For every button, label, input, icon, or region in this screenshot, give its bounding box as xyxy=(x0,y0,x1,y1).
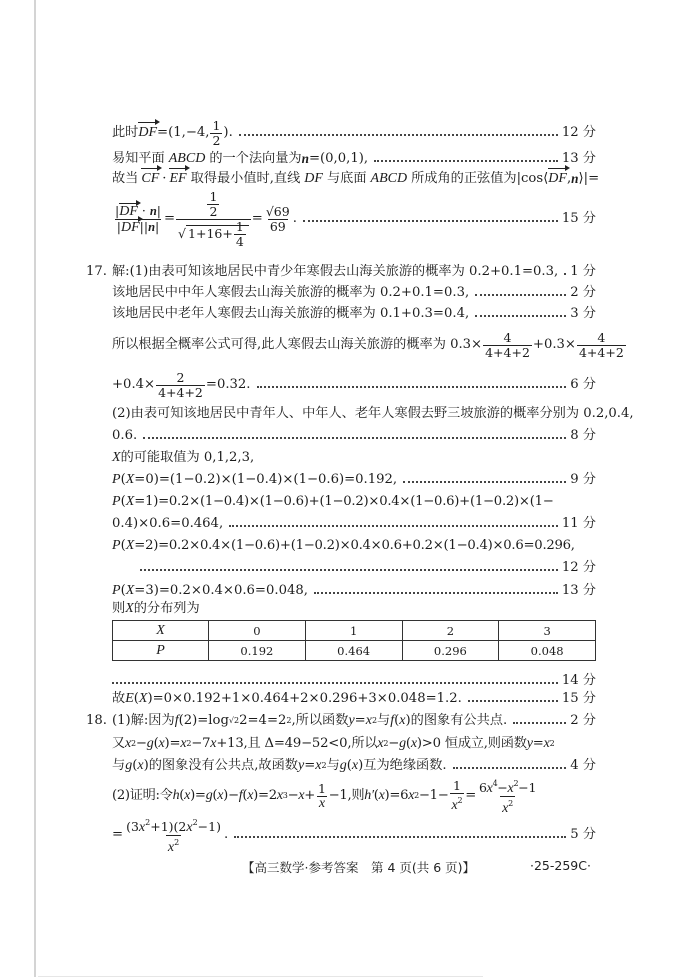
footer-code: ·25-259C· xyxy=(530,858,591,873)
q18-line-5 xyxy=(112,817,596,855)
line-step-12 xyxy=(112,117,596,148)
exponent: 2 xyxy=(321,761,327,770)
vector-df: DF xyxy=(138,125,158,140)
denominator: 4+4+2 xyxy=(578,344,624,360)
var: x xyxy=(276,788,283,803)
table-cell: 0 xyxy=(209,621,306,641)
q17-line-8 xyxy=(112,449,596,467)
dotted-leader xyxy=(234,836,566,838)
numerator: 1 xyxy=(212,117,221,133)
text: ( xyxy=(120,472,126,487)
text: =(0,0,1), xyxy=(308,151,369,166)
dotted-leader xyxy=(229,525,558,527)
score-label: 12 分 xyxy=(561,125,596,140)
text: || xyxy=(139,218,149,234)
var: g xyxy=(125,758,133,773)
q17-line-13 xyxy=(112,559,596,577)
fraction-cos xyxy=(113,204,163,235)
text: 此时 xyxy=(112,125,139,140)
distribution-table xyxy=(112,620,596,661)
table-cell: 0.192 xyxy=(209,641,306,661)
var: X xyxy=(125,601,134,616)
numerator xyxy=(204,190,222,219)
q18-line-3 xyxy=(112,757,596,775)
text: =0.32. xyxy=(205,377,251,392)
text: 解:(1)由表可知该地居民中青少年寒假去山海关旅游的概率为 0.2+0.1=0.3, xyxy=(112,264,559,279)
q17-line-2 xyxy=(112,284,596,302)
table-row xyxy=(113,641,596,661)
var: x xyxy=(507,780,514,796)
text: ( xyxy=(120,583,126,598)
exponent: 2 xyxy=(286,716,292,725)
exponent: 4 xyxy=(492,778,498,788)
denominator: 4 xyxy=(235,233,244,249)
denominator: 4+4+2 xyxy=(158,384,203,400)
var: P xyxy=(112,583,121,598)
var: x xyxy=(247,788,254,803)
q17-line-10 xyxy=(112,493,596,511)
sqrt: √ 1+16+ $\frac{1}{4}$ xyxy=(178,220,249,249)
score-label: 5 分 xyxy=(570,827,596,842)
text: 则 xyxy=(112,601,126,616)
q17-line-9 xyxy=(112,471,596,489)
question-number: 18. xyxy=(86,713,107,728)
score-label: 3 分 xyxy=(570,306,596,321)
vector-n: n xyxy=(149,203,157,218)
text: ( xyxy=(153,736,159,751)
text: − xyxy=(497,779,508,795)
exponent: 2 xyxy=(131,739,136,748)
dotted-leader xyxy=(475,315,566,317)
text: − xyxy=(135,736,147,751)
q17-line-15 xyxy=(112,600,596,618)
dotted-leader xyxy=(314,592,558,594)
numerator: 1 xyxy=(453,778,461,793)
var: X xyxy=(125,583,135,598)
q18-line-1 xyxy=(86,712,596,730)
var: E xyxy=(125,691,134,706)
line-sine-statement xyxy=(112,170,600,188)
text: 的可能取值为 0,1,2,3, xyxy=(120,450,255,465)
text: =2)=0.2×0.4×(1−0.6)+(1−0.2)×0.4×0.6+0.2×(1−0.4)×0.6=0.296, xyxy=(134,538,575,553)
fraction xyxy=(577,331,626,360)
score-label: 12 分 xyxy=(561,560,596,575)
var: h′ xyxy=(364,788,374,803)
fraction xyxy=(477,777,538,816)
text: ( xyxy=(120,538,126,553)
q17-line-3 xyxy=(112,305,596,323)
exponent: 2 xyxy=(508,798,513,808)
text: . xyxy=(292,211,297,226)
fraction xyxy=(316,782,328,811)
table-header-row xyxy=(113,621,596,641)
dotted-leader xyxy=(239,134,558,136)
vector-cf: CF xyxy=(141,171,160,186)
var: y xyxy=(526,736,533,751)
text: 易知平面 xyxy=(112,151,165,166)
text: | xyxy=(156,202,161,218)
text: ( xyxy=(179,788,185,803)
text: , xyxy=(566,171,572,186)
score-label: 15 分 xyxy=(561,211,596,226)
text: 所成角的正弦值为|cos⟨ xyxy=(411,171,549,186)
text: =0)=(1−0.2)×(1−0.4)×(1−0.6)=0.192, xyxy=(134,472,398,487)
fraction xyxy=(156,371,205,400)
text: =1)=0.2×(1−0.4)×(1−0.6)+(1−0.2)×0.4×(1−0.6)+(1−0.2)×(1− xyxy=(134,494,554,509)
fraction-result xyxy=(264,205,292,234)
text: )的图象没有公共点,故函数 xyxy=(143,758,298,773)
table-cell: 1 xyxy=(305,621,402,641)
denominator xyxy=(450,793,465,813)
text: +0.4× xyxy=(112,377,156,392)
vector-df: DF xyxy=(119,203,138,219)
score-label: 9 分 xyxy=(570,472,596,487)
denominator: 2 xyxy=(212,132,221,148)
text: ( xyxy=(212,788,218,803)
denominator: 4+4+2 xyxy=(485,344,530,360)
fraction xyxy=(124,816,223,855)
text: )互为绝缘函数. xyxy=(358,758,447,773)
denominator: 69 xyxy=(269,218,286,234)
text: 1+16+ xyxy=(188,225,233,241)
table-cell: P xyxy=(113,641,209,661)
text: 的一个法向量为 xyxy=(209,151,302,166)
var: x xyxy=(408,788,415,803)
var: P xyxy=(112,538,121,553)
text: − xyxy=(388,736,400,751)
score-label: 1 分 xyxy=(570,264,596,279)
text: ( xyxy=(120,494,126,509)
text: · xyxy=(162,171,167,186)
var: x xyxy=(377,736,384,751)
text: −1− xyxy=(418,788,449,803)
exponent: 2 xyxy=(186,739,192,748)
dotted-leader xyxy=(257,386,567,388)
text: +13,且 Δ=49−52<0,所以 xyxy=(216,736,378,751)
text: ⟩|= xyxy=(578,171,600,186)
text: )的图象有公共点. xyxy=(405,713,508,728)
exponent: 3 xyxy=(282,791,288,800)
text: =3)=0.2×0.4×0.6=0.048, xyxy=(134,583,308,598)
dotted-leader xyxy=(475,294,566,296)
score-label: 2 分 xyxy=(570,713,596,728)
text: ( xyxy=(132,758,138,773)
q18-line-4 xyxy=(112,778,596,816)
var: x xyxy=(298,788,305,803)
numerator: 1 xyxy=(235,218,244,234)
exponent: 2 xyxy=(383,739,389,748)
score-label: 15 分 xyxy=(561,691,596,706)
var: y xyxy=(348,713,355,728)
text: +0.3× xyxy=(532,337,576,352)
var: f xyxy=(174,713,179,728)
vector-ef: EF xyxy=(169,171,187,186)
text: . xyxy=(223,827,229,842)
var: g xyxy=(339,758,347,773)
text: )=0×0.192+1×0.464+2×0.296+3×0.048=1.2. xyxy=(147,691,462,706)
line-step-15 xyxy=(112,188,596,249)
text: )=2 xyxy=(253,788,277,803)
numerator: 1 xyxy=(317,780,326,796)
fraction-half xyxy=(210,119,222,148)
text: −1) xyxy=(197,818,221,834)
var: X xyxy=(125,538,135,553)
denominator xyxy=(166,835,181,855)
text: 的分布列为 xyxy=(133,601,200,616)
dotted-leader xyxy=(143,437,566,439)
text: −1 xyxy=(518,779,537,795)
exponent: 2 xyxy=(414,791,419,800)
var: x xyxy=(502,800,509,816)
score-label: 6 分 xyxy=(570,377,596,392)
text: −7 xyxy=(191,736,211,751)
score-label: 8 分 xyxy=(570,428,596,443)
vector-df: DF xyxy=(120,219,140,235)
footer-page-info: 【高三数学·参考答案 第 4 页(共 6 页)】 xyxy=(242,860,476,875)
text: 0.6. xyxy=(112,428,138,443)
var: x xyxy=(180,736,187,751)
table-cell: 0.464 xyxy=(305,641,402,661)
text: | xyxy=(155,218,160,234)
text: = xyxy=(532,736,544,751)
numerator xyxy=(124,816,223,835)
text: (2)由表可知该地居民中青年人、中年人、老年人寒假去野三坡旅游的概率分别为 0.2,0.4, xyxy=(112,406,634,421)
var: x xyxy=(158,736,165,751)
table-cell: 2 xyxy=(402,621,499,641)
var: x xyxy=(138,819,146,835)
q17-line-14 xyxy=(112,582,596,600)
var: g xyxy=(399,736,406,751)
var: x xyxy=(137,758,144,773)
text: ( xyxy=(346,758,352,773)
exponent: 2 xyxy=(549,739,555,748)
score-label: 13 分 xyxy=(561,151,596,166)
var: x xyxy=(315,758,322,773)
var: P xyxy=(112,494,121,509)
var: f xyxy=(390,713,395,728)
score-label: 13 分 xyxy=(561,583,596,598)
exponent: 2 xyxy=(371,716,378,725)
vector-n: n xyxy=(571,171,579,186)
text: )= xyxy=(164,736,181,751)
text: )= xyxy=(190,788,206,803)
fraction-half xyxy=(207,190,219,219)
dotted-leader xyxy=(140,569,558,571)
log-base: √2 xyxy=(228,716,240,725)
denominator xyxy=(500,796,515,816)
var: x xyxy=(410,736,417,751)
q17-line-16 xyxy=(112,672,596,690)
text: 所以根据全概率公式可得,此人寒假去山海关旅游的概率为 0.3× xyxy=(112,337,483,352)
dotted-leader xyxy=(453,767,567,769)
exponent: 2 xyxy=(145,817,151,827)
var: ABCD xyxy=(370,171,408,186)
text: )>0 恒成立,则函数 xyxy=(416,736,527,751)
text: ( xyxy=(373,788,379,803)
text: = xyxy=(251,211,263,226)
table-cell: X xyxy=(113,621,209,641)
text: (2)证明:令 xyxy=(112,788,173,803)
var: x xyxy=(167,839,175,855)
text: 该地居民中中年人寒假去山海关旅游的概率为 0.2+0.1=0.3, xyxy=(112,285,470,300)
exponent: 2 xyxy=(192,817,198,827)
fraction-big xyxy=(176,190,251,249)
text: ( xyxy=(394,713,400,728)
numerator xyxy=(477,777,538,796)
exponent: 2 xyxy=(457,796,463,805)
dotted-leader xyxy=(468,700,558,702)
vector-n: n xyxy=(301,151,309,166)
page-margin-line xyxy=(34,0,36,977)
text: = xyxy=(163,211,176,226)
fraction xyxy=(450,779,465,813)
fraction-quarter xyxy=(234,220,246,249)
dotted-leader xyxy=(564,273,566,275)
var: h xyxy=(172,788,180,803)
denominator: 2 xyxy=(209,203,218,219)
var: DF xyxy=(304,171,323,186)
denominator xyxy=(115,219,162,235)
table-cell: 0.048 xyxy=(499,641,596,661)
var: x xyxy=(351,758,359,773)
score-label: 4 分 xyxy=(570,758,596,773)
text: − xyxy=(287,788,299,803)
var: P xyxy=(112,472,121,487)
q17-line-6 xyxy=(112,405,634,423)
q17-line-7 xyxy=(112,427,596,445)
q17-line-17 xyxy=(112,690,596,708)
numerator: 4 xyxy=(503,329,512,345)
score-label: 11 分 xyxy=(561,516,596,531)
vector-n: n xyxy=(148,219,156,234)
vector-df: DF xyxy=(548,171,567,186)
text: 0.4)×0.6=0.464, xyxy=(112,516,224,531)
numerator: √69 xyxy=(265,203,290,219)
var: x xyxy=(543,736,550,751)
text: = xyxy=(354,713,366,728)
var: y xyxy=(297,758,305,773)
denominator xyxy=(176,219,251,249)
text: (1)解:因为 xyxy=(112,713,175,728)
text: · xyxy=(137,202,150,218)
question-number: 17. xyxy=(86,264,107,279)
text: ,所以函数 xyxy=(291,713,349,728)
table-cell: 0.296 xyxy=(402,641,499,661)
dotted-leader xyxy=(374,160,558,162)
score-label: 2 分 xyxy=(570,285,596,300)
exponent: 2 xyxy=(513,778,519,788)
q17-line-4 xyxy=(112,329,624,360)
var: f xyxy=(238,788,243,803)
q17-line-12 xyxy=(112,537,596,555)
var: x xyxy=(210,736,217,751)
text: = xyxy=(465,788,476,803)
var: x xyxy=(365,713,372,728)
q17-line-5 xyxy=(112,370,596,400)
var: x xyxy=(217,788,224,803)
numerator: 2 xyxy=(176,369,185,385)
var: ABCD xyxy=(168,151,206,166)
var: g xyxy=(146,736,154,751)
q18-line-2 xyxy=(112,735,596,753)
text: =(1,−4, xyxy=(157,125,210,140)
text: ( xyxy=(242,788,248,803)
text: ). xyxy=(223,125,233,140)
q17-line-1 xyxy=(86,263,596,281)
var: x xyxy=(486,780,493,796)
text: (2)=log xyxy=(178,713,229,728)
var: X xyxy=(138,691,148,706)
text: 与 xyxy=(377,713,391,728)
dotted-leader xyxy=(303,220,558,222)
numerator: 4 xyxy=(597,329,606,345)
q17-line-11 xyxy=(112,515,596,533)
text: 故 xyxy=(112,691,126,706)
text: )− xyxy=(223,788,239,803)
text: +1)(2 xyxy=(150,818,187,834)
fraction xyxy=(483,331,532,360)
text: 与 xyxy=(112,758,126,773)
var: x xyxy=(451,798,458,813)
text: + xyxy=(304,788,315,803)
denominator: x xyxy=(318,795,325,811)
text: (3 xyxy=(126,818,139,834)
var: g xyxy=(205,788,213,803)
text: 与 xyxy=(326,758,340,773)
radicand xyxy=(186,218,249,249)
exponent: 2 xyxy=(174,837,180,847)
var: x xyxy=(184,788,191,803)
score-label: 14 分 xyxy=(561,673,596,688)
text: | xyxy=(115,202,120,218)
text: −1,则 xyxy=(328,788,365,803)
text: | xyxy=(116,218,121,234)
var: x xyxy=(186,819,193,835)
text: 取得最小值时,直线 xyxy=(190,171,301,186)
var: X xyxy=(112,450,121,465)
text: )=6 xyxy=(384,788,409,803)
text: 与底面 xyxy=(326,171,367,186)
var: x xyxy=(399,713,406,728)
text: 该地居民中老年人寒假去山海关旅游的概率为 0.1+0.3=0.4, xyxy=(112,306,470,321)
var: X xyxy=(125,472,135,487)
var: x xyxy=(378,788,385,803)
table-cell: 3 xyxy=(499,621,596,641)
text: 2=4=2 xyxy=(239,713,287,728)
dotted-leader xyxy=(513,722,566,724)
dotted-leader xyxy=(403,481,566,483)
text: = xyxy=(304,758,316,773)
text: = xyxy=(112,827,124,842)
text: 故当 xyxy=(112,171,139,186)
text: ( xyxy=(405,736,411,751)
var: X xyxy=(125,494,135,509)
var: x xyxy=(125,736,132,751)
text: 6 xyxy=(478,779,487,795)
dotted-leader xyxy=(112,682,558,684)
numerator: 1 xyxy=(209,188,218,204)
text: 又 xyxy=(112,736,125,751)
text: ( xyxy=(133,691,139,706)
